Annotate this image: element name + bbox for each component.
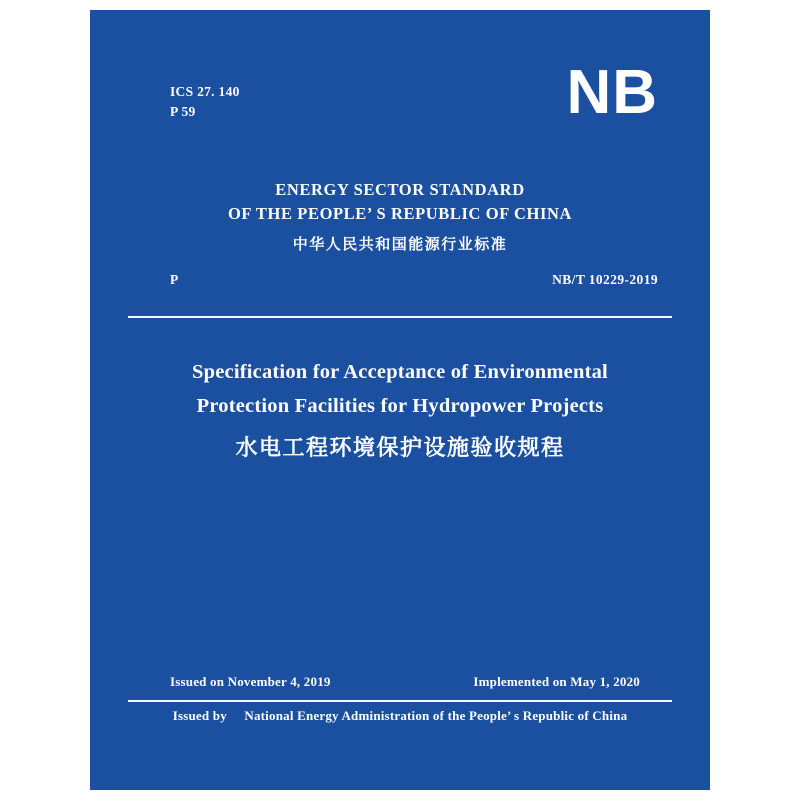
classification-code: P 59 — [170, 104, 196, 119]
standard-title — [130, 355, 670, 469]
implementation-date: Implemented on May 1, 2020 — [473, 674, 640, 689]
classification-letter: P — [170, 272, 179, 287]
issued-by-organization: National Energy Administration of the People’ s Republic of China — [244, 708, 628, 723]
standard-number: NB/T 10229-2019 — [552, 272, 658, 287]
org-title-chinese: 中华人民共和国能源行业标准 — [292, 235, 508, 253]
issued-by-row — [90, 708, 710, 724]
dates-row — [170, 674, 640, 690]
nb-logo: NB — [566, 58, 658, 127]
divider-top — [128, 316, 672, 318]
standard-cover — [90, 10, 710, 790]
issuing-organization — [90, 178, 710, 258]
title-chinese: 水电工程环境保护设施验收规程 — [235, 436, 565, 461]
org-title-line-2: OF THE PEOPLE’ S REPUBLIC OF CHINA — [227, 204, 573, 223]
ics-block — [170, 82, 240, 122]
issue-date: Issued on November 4, 2019 — [170, 674, 331, 689]
ics-number: ICS 27. 140 — [170, 84, 240, 99]
divider-bottom — [128, 700, 672, 702]
title-english-line-1: Specification for Acceptance of Environmental — [192, 361, 608, 383]
code-row — [170, 272, 658, 288]
issued-by-label: Issued by — [172, 708, 227, 723]
org-title-line-1: ENERGY SECTOR STANDARD — [275, 180, 525, 199]
title-english-line-2: Protection Facilities for Hydropower Projects — [196, 395, 604, 417]
